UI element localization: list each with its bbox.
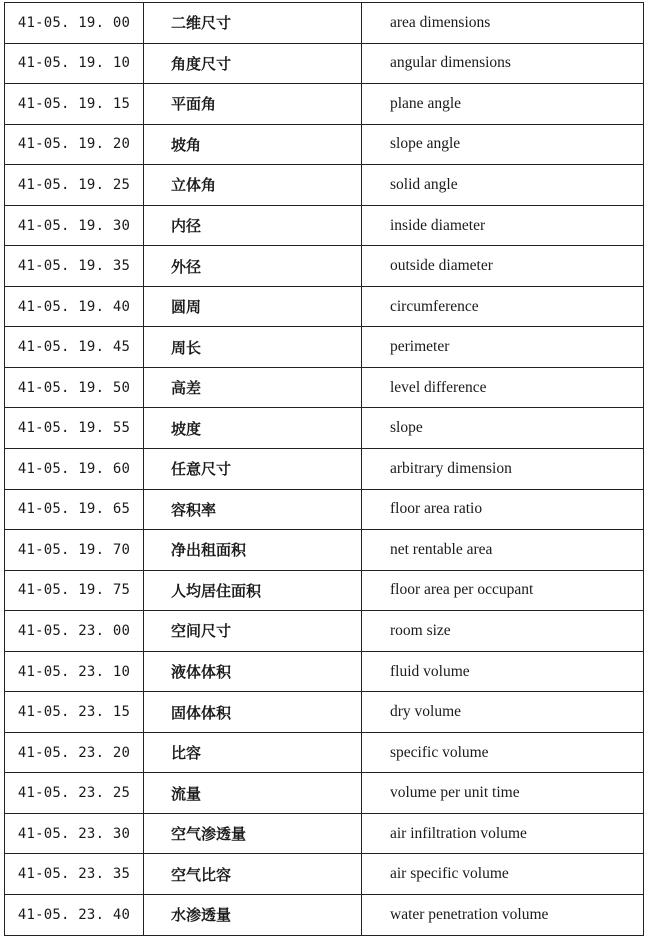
term-english: specific volume bbox=[390, 743, 489, 761]
term-code: 41-05. 19. 65 bbox=[17, 501, 131, 518]
term-english-cell bbox=[362, 246, 644, 287]
term-code-cell bbox=[5, 205, 144, 246]
terminology-table-body bbox=[5, 3, 644, 936]
term-code-cell bbox=[5, 854, 144, 895]
term-code: 41-05. 19. 15 bbox=[17, 95, 131, 112]
term-code: 41-05. 19. 30 bbox=[17, 217, 131, 234]
term-chinese-cell bbox=[144, 205, 362, 246]
term-code-cell bbox=[5, 530, 144, 571]
term-code-cell bbox=[5, 773, 144, 814]
term-english: air infiltration volume bbox=[390, 824, 527, 842]
table-row bbox=[5, 124, 644, 165]
term-english-cell bbox=[362, 367, 644, 408]
term-english: outside diameter bbox=[390, 257, 493, 275]
term-chinese: 比容 bbox=[171, 744, 202, 763]
term-english: solid angle bbox=[390, 175, 458, 193]
table-row bbox=[5, 895, 644, 936]
term-code: 41-05. 19. 45 bbox=[17, 339, 131, 356]
term-code-cell bbox=[5, 732, 144, 773]
table-row bbox=[5, 286, 644, 327]
term-chinese: 坡度 bbox=[171, 419, 202, 438]
term-code-cell bbox=[5, 367, 144, 408]
table-row bbox=[5, 651, 644, 692]
term-english: floor area ratio bbox=[390, 500, 483, 518]
term-code: 41-05. 19. 00 bbox=[17, 14, 131, 31]
term-code-cell bbox=[5, 246, 144, 287]
table-row bbox=[5, 43, 644, 84]
term-code: 41-05. 19. 70 bbox=[17, 541, 131, 558]
term-english-cell bbox=[362, 165, 644, 206]
term-english-cell bbox=[362, 611, 644, 652]
table-row bbox=[5, 530, 644, 571]
term-chinese-cell bbox=[144, 286, 362, 327]
term-chinese-cell bbox=[144, 165, 362, 206]
term-chinese-cell bbox=[144, 408, 362, 449]
term-code: 41-05. 19. 50 bbox=[17, 379, 131, 396]
term-english: dry volume bbox=[390, 703, 462, 721]
term-chinese: 净出租面积 bbox=[171, 541, 247, 560]
term-chinese: 空气渗透量 bbox=[171, 825, 247, 844]
term-code-cell bbox=[5, 813, 144, 854]
term-english-cell bbox=[362, 732, 644, 773]
term-english-cell bbox=[362, 327, 644, 368]
term-chinese: 液体体积 bbox=[171, 663, 232, 682]
term-chinese-cell bbox=[144, 530, 362, 571]
term-code-cell bbox=[5, 895, 144, 936]
term-english: room size bbox=[390, 621, 451, 639]
term-chinese-cell bbox=[144, 246, 362, 287]
term-english-cell bbox=[362, 854, 644, 895]
term-english: inside diameter bbox=[390, 216, 486, 234]
term-chinese: 外径 bbox=[171, 257, 202, 276]
term-code-cell bbox=[5, 449, 144, 490]
term-english: area dimensions bbox=[390, 13, 491, 31]
term-code: 41-05. 19. 35 bbox=[17, 258, 131, 275]
term-chinese: 圆周 bbox=[171, 298, 202, 317]
term-chinese-cell bbox=[144, 84, 362, 125]
term-english-cell bbox=[362, 408, 644, 449]
table-row bbox=[5, 813, 644, 854]
term-code: 41-05. 19. 25 bbox=[17, 176, 131, 193]
table-row bbox=[5, 84, 644, 125]
term-chinese-cell bbox=[144, 611, 362, 652]
term-code-cell bbox=[5, 43, 144, 84]
table-row bbox=[5, 773, 644, 814]
term-chinese-cell bbox=[144, 327, 362, 368]
term-chinese: 立体角 bbox=[171, 176, 217, 195]
term-chinese: 空气比容 bbox=[171, 865, 232, 884]
term-chinese-cell bbox=[144, 732, 362, 773]
term-english: slope bbox=[390, 419, 423, 437]
term-english-cell bbox=[362, 84, 644, 125]
term-english: fluid volume bbox=[390, 662, 470, 680]
term-code-cell bbox=[5, 489, 144, 530]
term-english-cell bbox=[362, 530, 644, 571]
term-english-cell bbox=[362, 692, 644, 733]
table-row bbox=[5, 327, 644, 368]
table-row bbox=[5, 692, 644, 733]
term-english-cell bbox=[362, 895, 644, 936]
term-chinese: 水渗透量 bbox=[171, 906, 232, 925]
term-chinese: 高差 bbox=[171, 379, 202, 398]
term-english-cell bbox=[362, 43, 644, 84]
term-chinese-cell bbox=[144, 43, 362, 84]
term-english-cell bbox=[362, 205, 644, 246]
term-code: 41-05. 23. 25 bbox=[17, 785, 131, 802]
term-chinese-cell bbox=[144, 692, 362, 733]
term-english: volume per unit time bbox=[390, 784, 520, 802]
term-english: circumference bbox=[390, 297, 479, 315]
term-english: floor area per occupant bbox=[390, 581, 534, 599]
term-chinese: 内径 bbox=[171, 217, 202, 235]
term-english: net rentable area bbox=[390, 540, 493, 558]
term-chinese: 人均居住面积 bbox=[171, 581, 262, 600]
table-row bbox=[5, 408, 644, 449]
term-chinese: 平面角 bbox=[171, 95, 217, 114]
table-row bbox=[5, 165, 644, 206]
term-english: arbitrary dimension bbox=[390, 459, 512, 477]
table-row bbox=[5, 489, 644, 530]
term-code: 41-05. 23. 35 bbox=[17, 866, 131, 883]
term-english-cell bbox=[362, 813, 644, 854]
term-code-cell bbox=[5, 692, 144, 733]
table-row bbox=[5, 611, 644, 652]
term-chinese: 空间尺寸 bbox=[171, 622, 232, 641]
term-code: 41-05. 23. 15 bbox=[17, 704, 131, 721]
term-code: 41-05. 23. 20 bbox=[17, 744, 131, 761]
term-code: 41-05. 23. 40 bbox=[17, 906, 131, 923]
term-chinese-cell bbox=[144, 570, 362, 611]
term-code: 41-05. 19. 10 bbox=[17, 55, 131, 72]
term-code: 41-05. 23. 10 bbox=[17, 663, 131, 680]
term-english: slope angle bbox=[390, 135, 461, 153]
table-row bbox=[5, 367, 644, 408]
term-chinese: 任意尺寸 bbox=[171, 460, 232, 479]
term-chinese: 流量 bbox=[171, 784, 202, 803]
term-english-cell bbox=[362, 3, 644, 44]
term-chinese-cell bbox=[144, 449, 362, 490]
term-chinese-cell bbox=[144, 854, 362, 895]
term-code-cell bbox=[5, 570, 144, 611]
term-english-cell bbox=[362, 449, 644, 490]
term-code-cell bbox=[5, 286, 144, 327]
term-english: water penetration volume bbox=[390, 905, 549, 923]
term-code-cell bbox=[5, 124, 144, 165]
term-chinese-cell bbox=[144, 895, 362, 936]
term-code-cell bbox=[5, 165, 144, 206]
term-code-cell bbox=[5, 84, 144, 125]
term-code-cell bbox=[5, 611, 144, 652]
term-english-cell bbox=[362, 773, 644, 814]
table-row bbox=[5, 449, 644, 490]
term-chinese-cell bbox=[144, 651, 362, 692]
term-english-cell bbox=[362, 124, 644, 165]
term-english: plane angle bbox=[390, 94, 462, 112]
term-code-cell bbox=[5, 651, 144, 692]
table-row bbox=[5, 570, 644, 611]
term-english: angular dimensions bbox=[390, 54, 511, 72]
terminology-table bbox=[4, 2, 644, 936]
term-english-cell bbox=[362, 489, 644, 530]
term-chinese: 周长 bbox=[171, 338, 202, 357]
term-code-cell bbox=[5, 327, 144, 368]
term-chinese-cell bbox=[144, 124, 362, 165]
term-code-cell bbox=[5, 3, 144, 44]
term-code: 41-05. 19. 55 bbox=[17, 420, 131, 437]
table-row bbox=[5, 732, 644, 773]
table-row bbox=[5, 854, 644, 895]
terminology-table-container bbox=[4, 2, 644, 935]
term-chinese-cell bbox=[144, 813, 362, 854]
term-code-cell bbox=[5, 408, 144, 449]
term-english-cell bbox=[362, 570, 644, 611]
term-code: 41-05. 23. 00 bbox=[17, 622, 131, 639]
term-code: 41-05. 19. 20 bbox=[17, 136, 131, 153]
term-chinese-cell bbox=[144, 3, 362, 44]
term-chinese: 固体体积 bbox=[171, 703, 232, 722]
term-english-cell bbox=[362, 286, 644, 327]
term-code: 41-05. 19. 40 bbox=[17, 298, 131, 315]
term-chinese: 二维尺寸 bbox=[171, 14, 232, 33]
term-english: level difference bbox=[390, 378, 487, 396]
term-chinese-cell bbox=[144, 367, 362, 408]
term-english: perimeter bbox=[390, 338, 450, 356]
term-code: 41-05. 23. 30 bbox=[17, 825, 131, 842]
term-chinese-cell bbox=[144, 489, 362, 530]
table-row bbox=[5, 3, 644, 44]
term-chinese: 容积率 bbox=[171, 500, 217, 519]
term-code: 41-05. 19. 60 bbox=[17, 460, 131, 477]
term-chinese: 角度尺寸 bbox=[171, 54, 232, 73]
term-chinese: 坡角 bbox=[171, 135, 202, 154]
table-row bbox=[5, 205, 644, 246]
term-code: 41-05. 19. 75 bbox=[17, 582, 131, 599]
table-row bbox=[5, 246, 644, 287]
term-english: air specific volume bbox=[390, 865, 509, 883]
term-english-cell bbox=[362, 651, 644, 692]
term-chinese-cell bbox=[144, 773, 362, 814]
